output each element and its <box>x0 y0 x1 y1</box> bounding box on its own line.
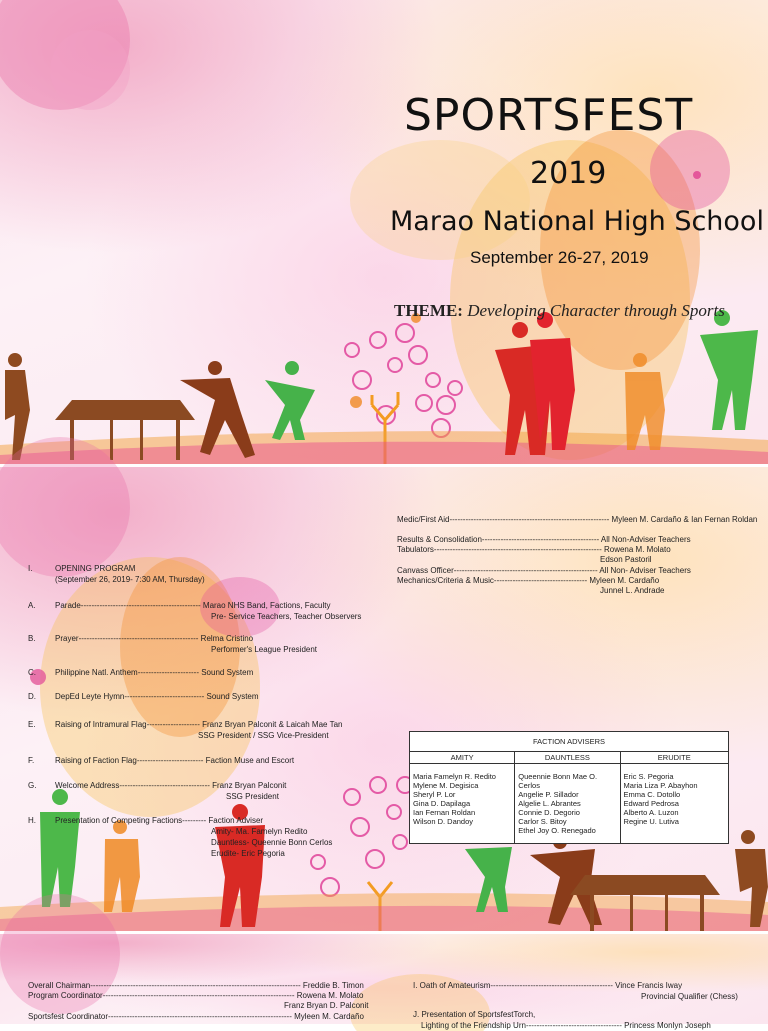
school-name: Marao National High School <box>390 206 764 237</box>
opening-when: (September 26, 2019- 7:30 AM, Thursday) <box>55 575 205 584</box>
column-header: ERUDITE <box>620 752 728 764</box>
item-detail: Erudite- Eric Pegoria <box>211 849 285 858</box>
table-title: FACTION ADVISERS <box>410 732 729 752</box>
official-row <box>28 991 369 1010</box>
adviser-name: Angelie P. Sillador <box>518 790 579 799</box>
theme-text: Developing Character through Sports <box>467 301 725 320</box>
item-letter: D. <box>28 692 36 701</box>
adviser-name: Ian Fernan Roldan <box>413 808 476 817</box>
adviser-name: Maria Famelyn R. Redito <box>413 772 496 781</box>
official-row <box>28 1012 364 1022</box>
item-letter: C. <box>28 668 36 677</box>
item-label: Philippine Natl. Anthem----------------------- Sound System <box>55 668 254 677</box>
adviser-name: Ethel Joy O. Renegado <box>518 826 596 835</box>
event-title: SPORTSFEST <box>404 90 694 141</box>
item-label: Presentation of Competing Factions--------- Faction Adviser <box>55 816 264 825</box>
item-letter: H. <box>28 816 36 825</box>
ceremony-row <box>413 1010 711 1030</box>
ceremony-label: I. Oath of Amateurism---------------------------------------------- Vince Francis Iway <box>413 981 683 990</box>
program-slide <box>0 467 768 931</box>
official-row <box>28 981 364 991</box>
adviser-name: Maria Liza P. Abayhon <box>623 781 698 790</box>
committee-row <box>397 535 691 545</box>
committee-label: Results & Consolidation-------------------------------------------- All Non-Adviser Teachers <box>397 535 691 544</box>
adviser-name: Mylene M. Degisica <box>413 781 479 790</box>
committee-label: Tabulators--------------------------------------------------------------- Rowena M. Molato <box>397 545 671 554</box>
committee-label: Canvass Officer------------------------------------------------------ All Non- Adviser Teachers <box>397 566 691 575</box>
official-detail: Franz Bryan D. Palconit <box>284 1001 369 1010</box>
adviser-name: Eric S. Pegoria <box>623 772 674 781</box>
erudite-cell <box>620 764 728 844</box>
item-detail: Performer's League President <box>211 645 318 654</box>
committee-list <box>397 515 763 605</box>
item-label: DepEd Leyte Hymn------------------------------ Sound System <box>55 692 259 701</box>
official-label: Overall Chairman------------------------------------------------------------------------------- Freddie B. Timon <box>28 981 364 990</box>
item-label: Raising of Faction Flag------------------------- Faction Muse and Escort <box>55 756 295 765</box>
official-label: Sportsfest Coordinator--------------------------------------------------------------------- Myleen M. Cardaño <box>28 1012 364 1021</box>
committee-label: Medic/First Aid------------------------------------------------------------ Myleen M. Cardaño & Ian Fernan Roldan <box>397 515 758 524</box>
item-letter: B. <box>28 634 36 643</box>
officials-list <box>28 981 368 1024</box>
column-header: DAUNTLESS <box>515 752 620 764</box>
item-label: Raising of Intramural Flag-------------------- Franz Bryan Palconit & Laicah Mae Tan <box>55 720 343 729</box>
adviser-name: Alberto A. Luzon <box>623 808 679 817</box>
ceremony-detail: Lighting of the Friendship Urn------------------------------------ Princess Monlyn Joseph <box>421 1021 711 1030</box>
cover-slide <box>0 0 768 464</box>
dauntless-cell <box>515 764 620 844</box>
event-year: 2019 <box>530 156 607 191</box>
theme-block <box>394 300 764 323</box>
adviser-name: Regine U. Lutiva <box>623 817 679 826</box>
item-detail: SSG President <box>226 792 279 801</box>
item-label: Welcome Address---------------------------------- Franz Bryan Palconit <box>55 781 287 790</box>
theme-label: THEME: <box>394 301 463 320</box>
adviser-name: Emma C. Dotollo <box>623 790 681 799</box>
opening-title: OPENING PROGRAM <box>55 564 136 573</box>
officials-slide <box>0 934 768 1030</box>
item-letter: A. <box>28 601 36 610</box>
program-items <box>28 601 388 861</box>
item-letter: G. <box>28 781 37 790</box>
committee-row <box>397 576 665 595</box>
opening-roman: I. <box>28 564 33 573</box>
ceremony-row <box>413 981 738 1001</box>
amity-cell <box>410 764 515 844</box>
adviser-name: Queennie Bonn Mae O. Cerlos <box>518 772 598 790</box>
item-detail: Dauntless- Queennie Bonn Cerlos <box>211 838 333 847</box>
item-label: Parade--------------------------------------------- Marao NHS Band, Factions, Faculty <box>55 601 331 610</box>
adviser-name: Edward Pedrosa <box>623 799 679 808</box>
adviser-name: Algelie L. Abrantes <box>518 799 581 808</box>
column-header: AMITY <box>410 752 515 764</box>
committee-row <box>397 566 691 576</box>
committee-detail: Edson Pastoril <box>600 555 652 564</box>
official-label: Program Coordinator------------------------------------------------------------------------ Rowena M. Molato <box>28 991 364 1000</box>
faction-advisers-table <box>409 731 729 844</box>
adviser-name: Connie D. Degorio <box>518 808 580 817</box>
adviser-name: Carlor S. Bitoy <box>518 817 567 826</box>
adviser-name: Sheryl P. Lor <box>413 790 456 799</box>
item-letter: F. <box>28 756 35 765</box>
table-row <box>410 764 729 844</box>
adviser-name: Wilson D. Dandoy <box>413 817 474 826</box>
item-detail: SSG President / SSG Vice-President <box>198 731 329 740</box>
committee-row <box>397 545 671 564</box>
ceremony-list <box>413 981 763 1030</box>
item-detail: Amity- Ma. Famelyn Redito <box>211 827 308 836</box>
item-letter: E. <box>28 720 36 729</box>
committee-row <box>397 515 757 525</box>
event-dates: September 26-27, 2019 <box>470 248 649 267</box>
committee-label: Mechanics/Criteria & Music----------------------------------- Myleen M. Cardaño <box>397 576 660 585</box>
ceremony-label: J. Presentation of SportsfestTorch, <box>413 1010 536 1019</box>
committee-detail: Junnel L. Andrade <box>600 586 665 595</box>
ceremony-detail: Provincial Qualifier (Chess) <box>641 992 738 1001</box>
adviser-name: Gina D. Dapilaga <box>413 799 471 808</box>
item-detail: Pre- Service Teachers, Teacher Observers <box>211 612 362 621</box>
item-label: Prayer--------------------------------------------- Relma Cristino <box>55 634 254 643</box>
